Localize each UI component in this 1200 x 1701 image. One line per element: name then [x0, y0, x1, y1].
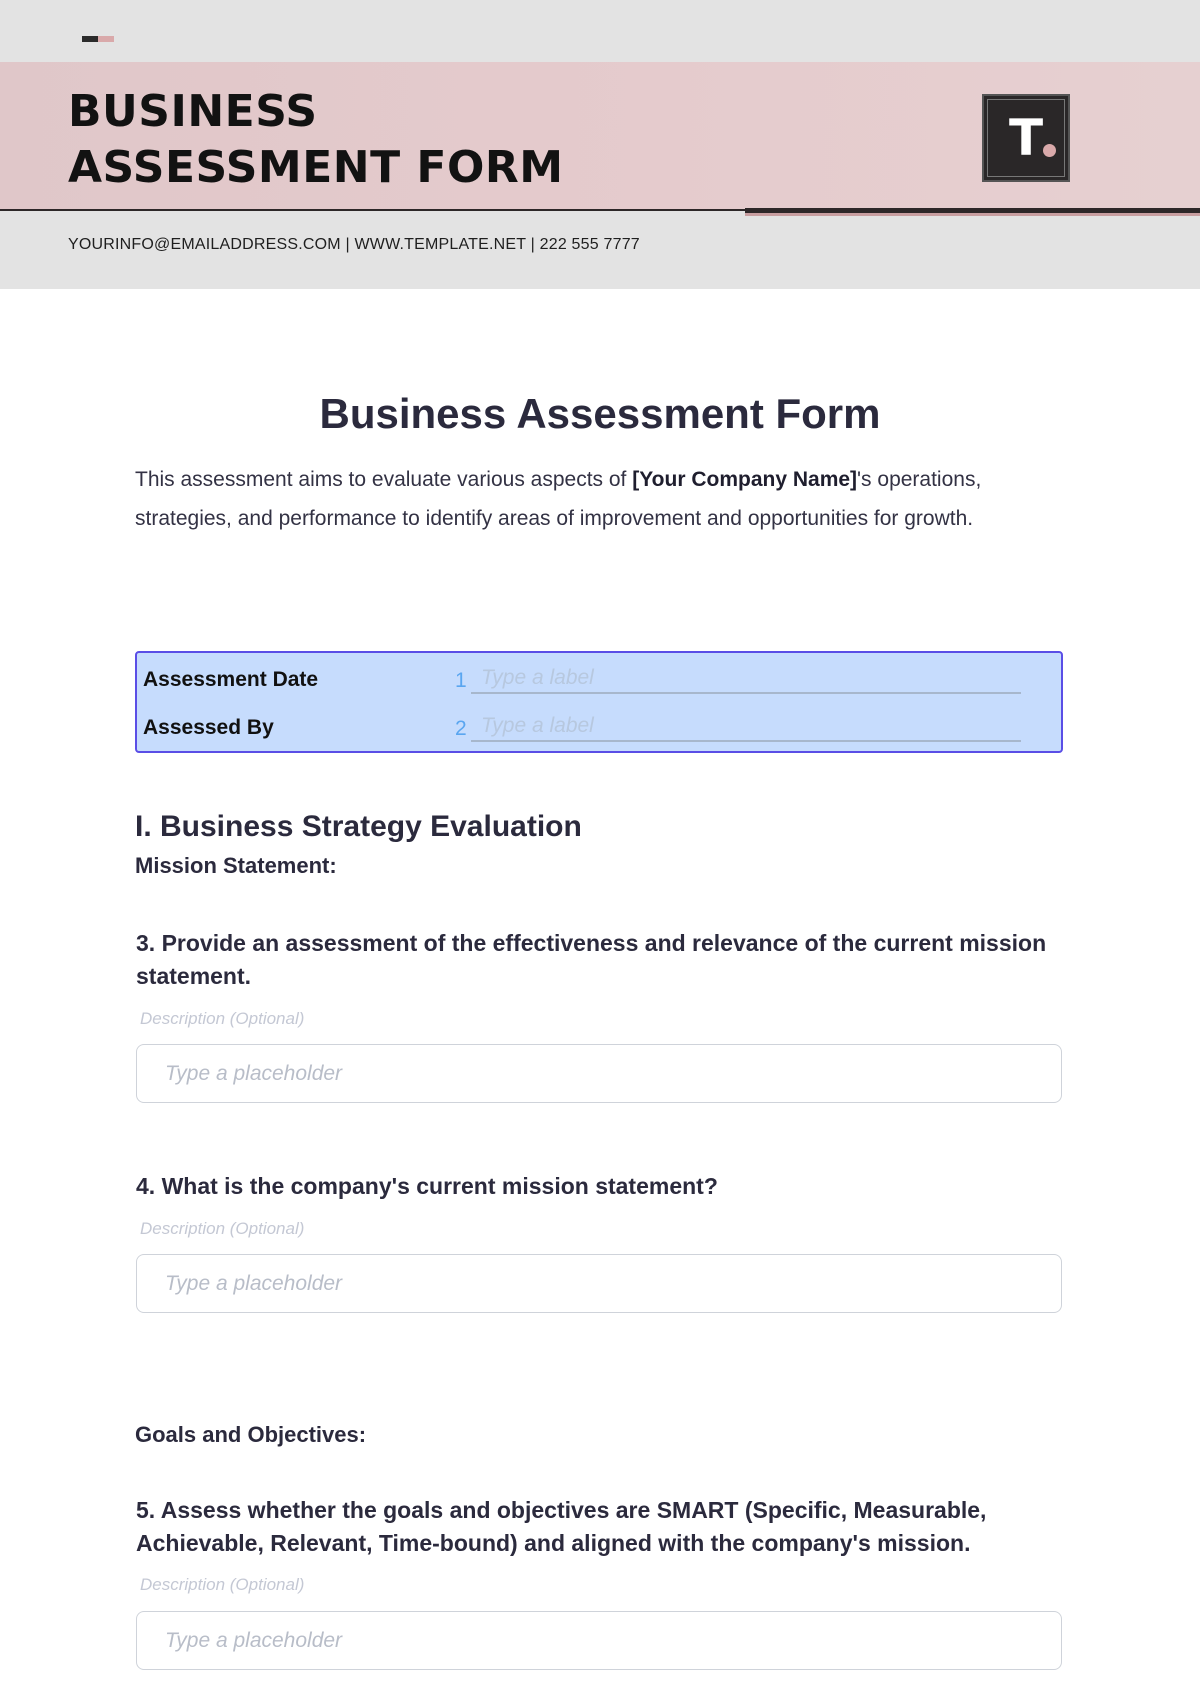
- assessment-date-input[interactable]: [471, 664, 1021, 694]
- info-row-assessed-by: [137, 703, 1061, 751]
- document-title: Business Assessment Form: [319, 390, 881, 437]
- subheading-mission: Mission Statement:: [135, 853, 337, 878]
- question-4-answer-input[interactable]: [136, 1254, 1062, 1313]
- logo-letter: T: [1008, 109, 1044, 167]
- header-top-strip: [0, 0, 1200, 62]
- intro-text-end: 's operations, strategies, and performance to identify areas of improvement and opportunities for growth.: [135, 468, 982, 530]
- field-number: 1: [455, 669, 467, 692]
- header-title-line2: ASSESSMENT FORM: [68, 142, 564, 193]
- intro-text-start: This assessment aims to evaluate various aspects of: [135, 468, 633, 491]
- subheading-goals: Goals and Objectives:: [135, 1422, 367, 1447]
- question-3-answer-input[interactable]: [136, 1044, 1062, 1103]
- field-number: 2: [455, 717, 467, 740]
- header-title: [68, 84, 768, 196]
- intro-paragraph: [135, 460, 1015, 538]
- logo-dot-icon: [1043, 144, 1056, 157]
- section-heading-strategy: I. Business Strategy Evaluation: [135, 810, 582, 843]
- assessed-by-input[interactable]: [471, 712, 1021, 742]
- assessed-by-label: Assessed By: [143, 716, 274, 739]
- question-3: 3. Provide an assessment of the effectiveness and relevance of the current mission statement.: [136, 930, 1047, 989]
- company-logo: [982, 94, 1070, 182]
- assessment-info-block[interactable]: [135, 651, 1063, 753]
- header-accent-bar-pink: [745, 213, 1200, 216]
- company-name-placeholder: [Your Company Name]: [632, 468, 858, 491]
- assessment-date-label: Assessment Date: [143, 668, 319, 691]
- header-title-line1: BUSINESS: [68, 86, 318, 137]
- question-5-answer-input[interactable]: [136, 1611, 1062, 1670]
- question-4-description[interactable]: Description (Optional): [140, 1219, 305, 1238]
- question-4: 4. What is the company's current mission statement?: [136, 1173, 718, 1199]
- info-row-assessment-date: [137, 655, 1061, 703]
- question-5-description[interactable]: Description (Optional): [140, 1575, 305, 1594]
- brand-mark-icon: [82, 36, 114, 42]
- question-5: 5. Assess whether the goals and objectives are SMART (Specific, Measurable, Achievable, Relevant, Time-bound) and aligned with the company's mission.: [136, 1497, 987, 1556]
- contact-info: YOURINFO@EMAILADDRESS.COM | WWW.TEMPLATE.NET | 222 555 7777: [68, 236, 640, 253]
- question-3-description[interactable]: Description (Optional): [140, 1009, 305, 1028]
